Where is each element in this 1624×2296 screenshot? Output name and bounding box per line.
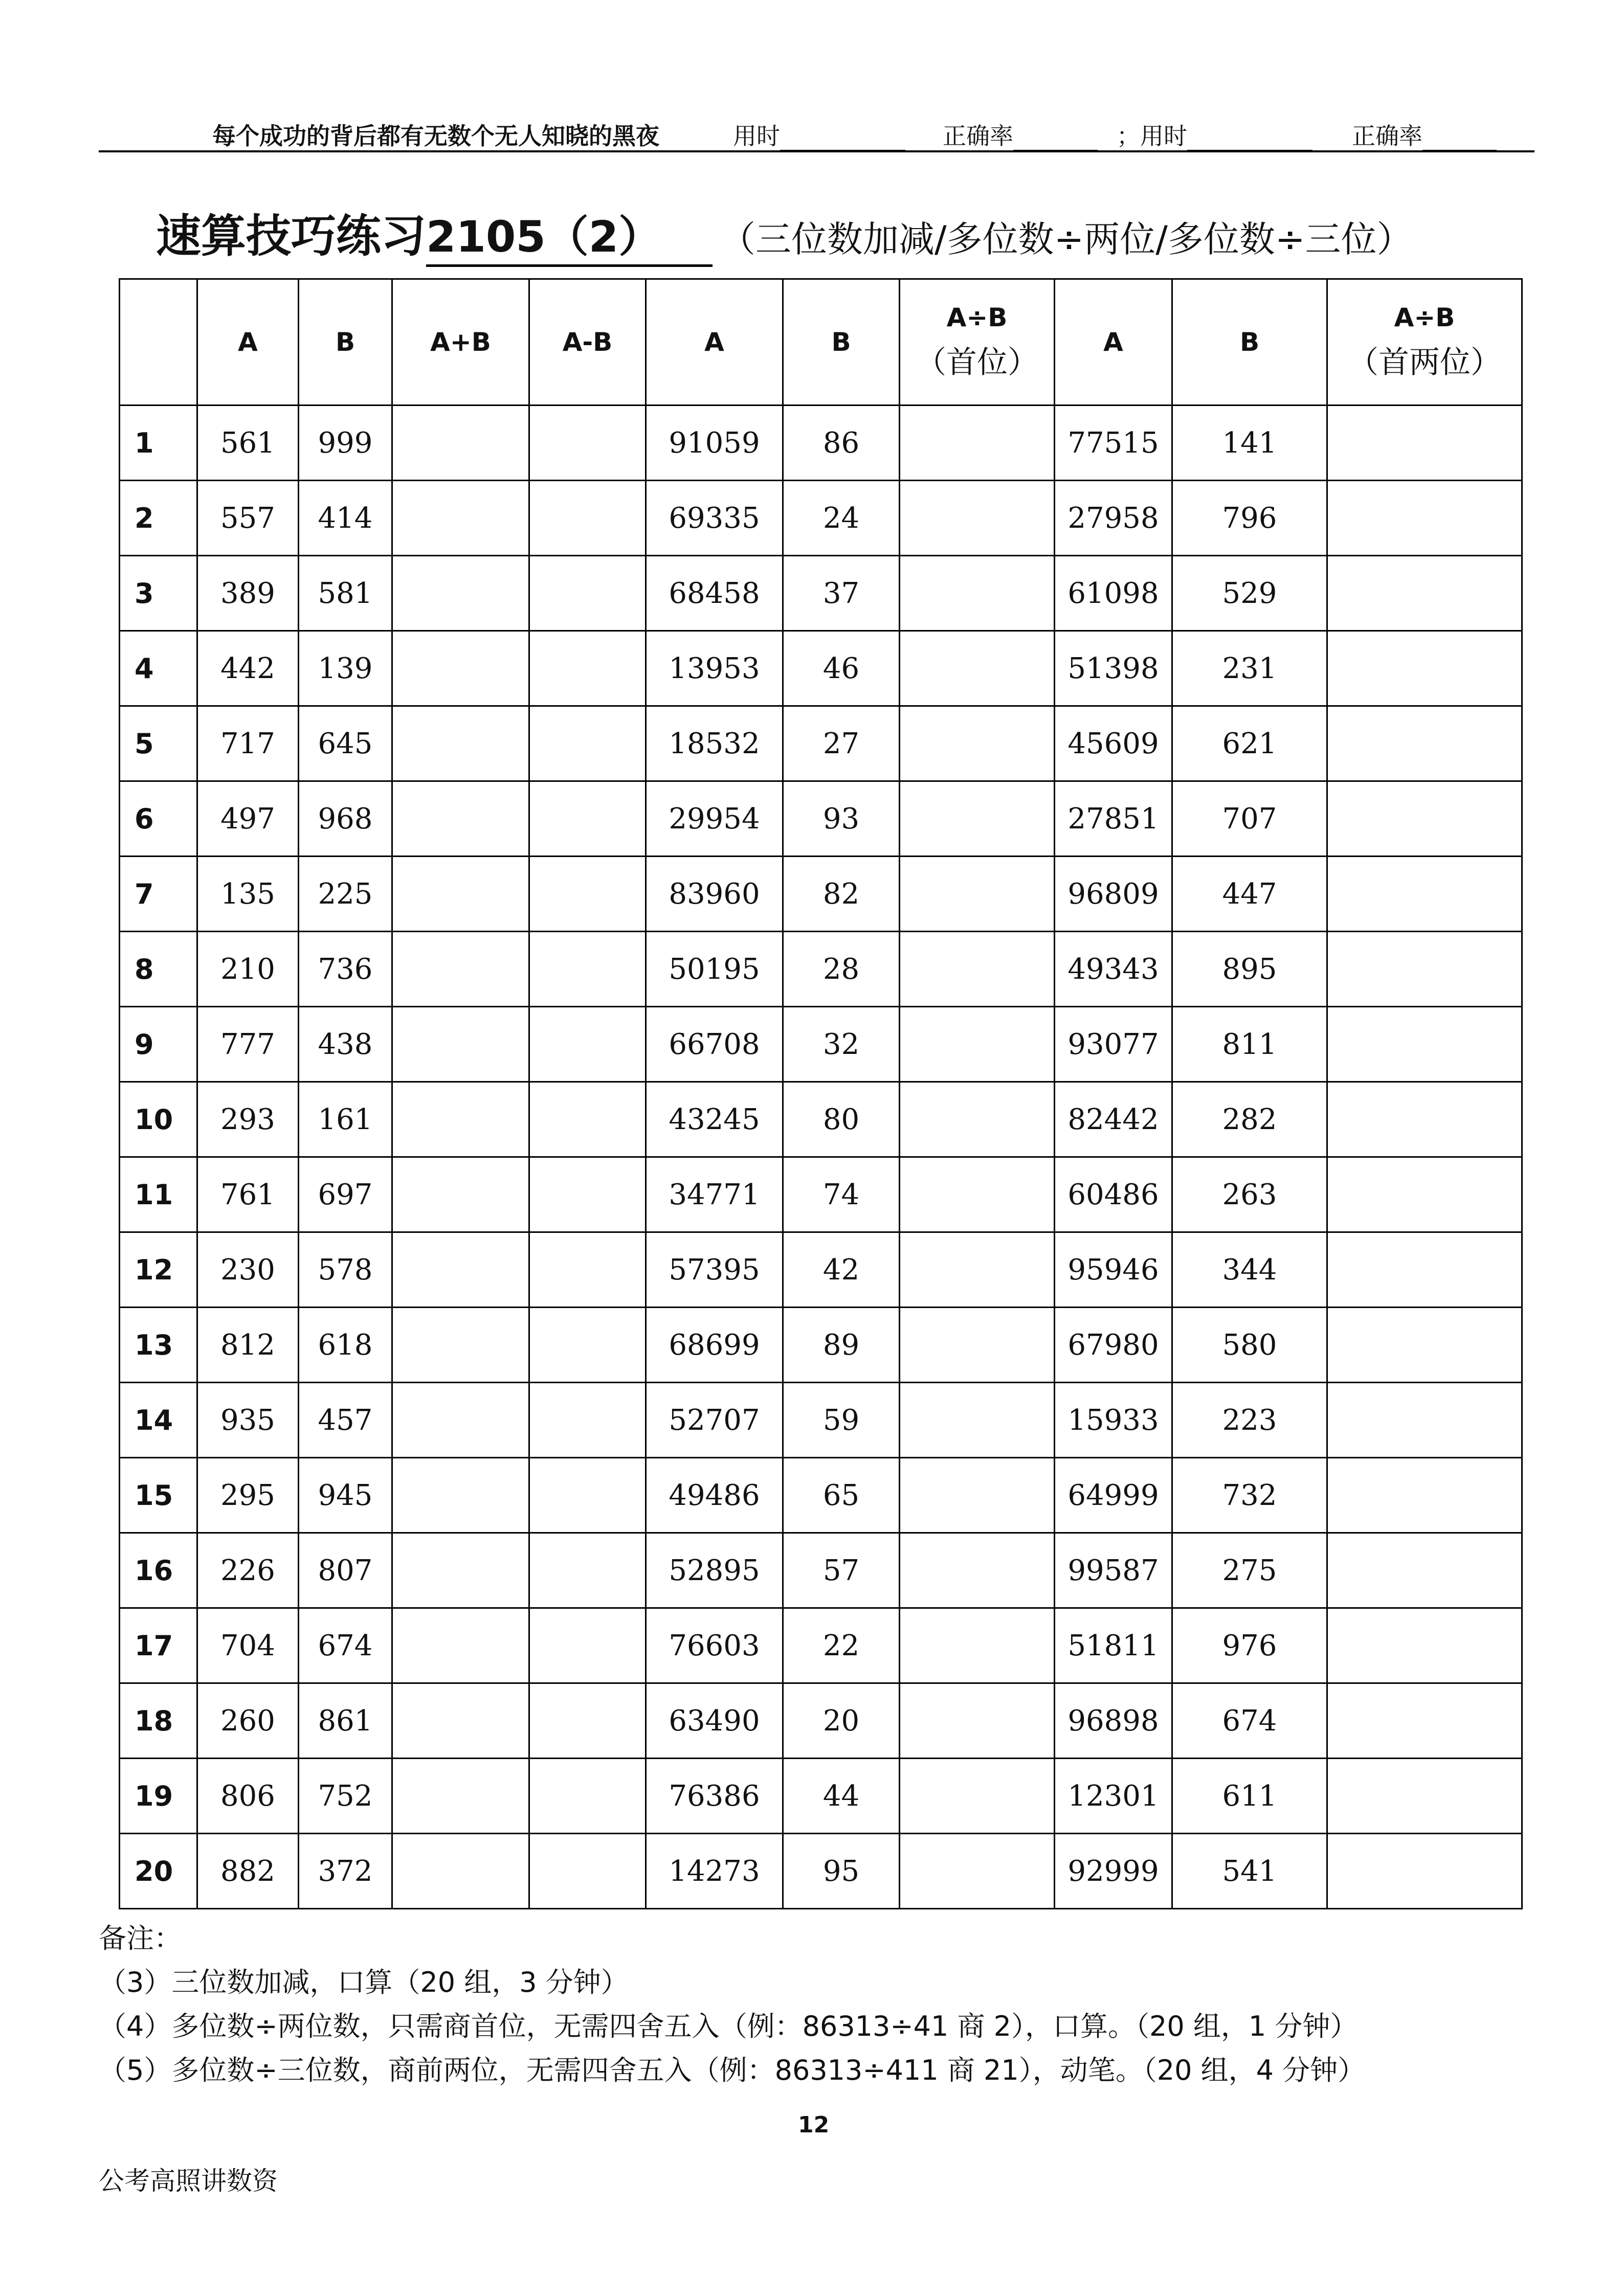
- row-index: 9: [120, 1007, 197, 1082]
- cell-a3: 92999: [1055, 1834, 1172, 1909]
- cell-b1: 752: [299, 1759, 392, 1834]
- header-sum: A+B: [392, 279, 529, 406]
- answer-sum[interactable]: [392, 556, 529, 631]
- answer-diff[interactable]: [529, 932, 646, 1007]
- answer-div-first-two[interactable]: [1327, 781, 1522, 857]
- header-div-first-two: [1327, 279, 1522, 406]
- cell-b2: 95: [783, 1834, 900, 1909]
- cell-a2: 43245: [646, 1082, 783, 1157]
- title-subtitle: （三位数加减/多位数÷两位/多位数÷三位）: [720, 218, 1413, 260]
- cell-b3: 611: [1172, 1759, 1327, 1834]
- cell-a2: 49486: [646, 1458, 783, 1533]
- table-row: [120, 857, 1522, 932]
- cell-a2: 76603: [646, 1608, 783, 1683]
- answer-div-first[interactable]: [900, 1759, 1055, 1834]
- cell-a1: 442: [197, 631, 299, 706]
- cell-a1: 295: [197, 1458, 299, 1533]
- cell-a3: 82442: [1055, 1082, 1172, 1157]
- cell-b1: 674: [299, 1608, 392, 1683]
- cell-a1: 761: [197, 1157, 299, 1232]
- answer-div-first[interactable]: [900, 631, 1055, 706]
- cell-b1: 581: [299, 556, 392, 631]
- cell-b3: 674: [1172, 1683, 1327, 1759]
- answer-diff[interactable]: [529, 706, 646, 781]
- answer-div-first[interactable]: [900, 1383, 1055, 1458]
- answer-sum[interactable]: [392, 1834, 529, 1909]
- answer-div-first-two[interactable]: [1327, 1458, 1522, 1533]
- cell-b1: 645: [299, 706, 392, 781]
- answer-sum[interactable]: [392, 932, 529, 1007]
- title-main: 速算技巧练习: [156, 210, 427, 262]
- answer-div-first[interactable]: [900, 1608, 1055, 1683]
- answer-div-first[interactable]: [900, 1082, 1055, 1157]
- cell-b3: 707: [1172, 781, 1327, 857]
- answer-sum[interactable]: [392, 706, 529, 781]
- cell-a1: 497: [197, 781, 299, 857]
- answer-div-first[interactable]: [900, 1834, 1055, 1909]
- accuracy-field-2: [1352, 118, 1497, 151]
- title-code: 2105（2）: [426, 202, 713, 267]
- answer-div-first[interactable]: [900, 781, 1055, 857]
- row-index: 8: [120, 932, 197, 1007]
- header-a1: A: [197, 279, 299, 406]
- answer-diff[interactable]: [529, 1082, 646, 1157]
- cell-b2: 74: [783, 1157, 900, 1232]
- table-body: [120, 406, 1522, 1909]
- answer-sum[interactable]: [392, 1082, 529, 1157]
- exercise-table: [119, 278, 1523, 1909]
- cell-b3: 231: [1172, 631, 1327, 706]
- header-div-first-two-note: （首两位）: [1348, 345, 1501, 380]
- table-row: [120, 1232, 1522, 1308]
- accuracy-label: 正确率: [943, 122, 1013, 150]
- time-label: 用时: [733, 122, 780, 150]
- accuracy-blank[interactable]: [1013, 127, 1098, 151]
- cell-b1: 697: [299, 1157, 392, 1232]
- cell-b2: 93: [783, 781, 900, 857]
- cell-b3: 732: [1172, 1458, 1327, 1533]
- row-index: 20: [120, 1834, 197, 1909]
- answer-diff[interactable]: [529, 1834, 646, 1909]
- answer-div-first-two[interactable]: [1327, 1834, 1522, 1909]
- table-row: [120, 706, 1522, 781]
- answer-div-first-two[interactable]: [1327, 1383, 1522, 1458]
- cell-b3: 621: [1172, 706, 1327, 781]
- cell-a1: 557: [197, 481, 299, 556]
- cell-a3: 96809: [1055, 857, 1172, 932]
- notes-section: [99, 1917, 1365, 2092]
- answer-div-first-two[interactable]: [1327, 1232, 1522, 1308]
- time-blank[interactable]: [780, 127, 905, 151]
- cell-b3: 344: [1172, 1232, 1327, 1308]
- cell-b2: 22: [783, 1608, 900, 1683]
- header-div-first-label: A÷B: [946, 303, 1008, 332]
- cell-b2: 59: [783, 1383, 900, 1458]
- cell-a1: 717: [197, 706, 299, 781]
- cell-a2: 57395: [646, 1232, 783, 1308]
- cell-b2: 89: [783, 1308, 900, 1383]
- row-index: 3: [120, 556, 197, 631]
- answer-sum[interactable]: [392, 481, 529, 556]
- row-index: 6: [120, 781, 197, 857]
- answer-diff[interactable]: [529, 1759, 646, 1834]
- cell-b1: 225: [299, 857, 392, 932]
- answer-sum[interactable]: [392, 1533, 529, 1608]
- cell-a3: 96898: [1055, 1683, 1172, 1759]
- cell-b1: 736: [299, 932, 392, 1007]
- answer-diff[interactable]: [529, 1608, 646, 1683]
- cell-b2: 46: [783, 631, 900, 706]
- answer-sum[interactable]: [392, 1608, 529, 1683]
- cell-a3: 64999: [1055, 1458, 1172, 1533]
- cell-b2: 42: [783, 1232, 900, 1308]
- answer-div-first-two[interactable]: [1327, 556, 1522, 631]
- cell-a2: 18532: [646, 706, 783, 781]
- page-number: 12: [798, 2112, 830, 2138]
- cell-b3: 447: [1172, 857, 1327, 932]
- cell-b2: 37: [783, 556, 900, 631]
- answer-diff[interactable]: [529, 481, 646, 556]
- cell-a2: 52895: [646, 1533, 783, 1608]
- row-index: 7: [120, 857, 197, 932]
- cell-a1: 135: [197, 857, 299, 932]
- page-title: [156, 200, 1413, 262]
- cell-a1: 704: [197, 1608, 299, 1683]
- answer-sum[interactable]: [392, 1308, 529, 1383]
- cell-a3: 51398: [1055, 631, 1172, 706]
- cell-b3: 796: [1172, 481, 1327, 556]
- table-row: [120, 1683, 1522, 1759]
- answer-div-first-two[interactable]: [1327, 631, 1522, 706]
- footer-text: 公考高照讲数资: [99, 2166, 278, 2196]
- row-index: 11: [120, 1157, 197, 1232]
- cell-b3: 580: [1172, 1308, 1327, 1383]
- table-row: [120, 406, 1522, 481]
- header-b2: B: [783, 279, 900, 406]
- answer-sum[interactable]: [392, 631, 529, 706]
- table-row: [120, 1308, 1522, 1383]
- answer-div-first-two[interactable]: [1327, 1759, 1522, 1834]
- cell-b3: 141: [1172, 406, 1327, 481]
- table-row: [120, 1383, 1522, 1458]
- answer-div-first-two[interactable]: [1327, 1007, 1522, 1082]
- cell-b1: 945: [299, 1458, 392, 1533]
- cell-b1: 139: [299, 631, 392, 706]
- answer-div-first[interactable]: [900, 1533, 1055, 1608]
- cell-a2: 63490: [646, 1683, 783, 1759]
- answer-diff[interactable]: [529, 1232, 646, 1308]
- answer-diff[interactable]: [529, 1308, 646, 1383]
- cell-a1: 561: [197, 406, 299, 481]
- answer-diff[interactable]: [529, 1383, 646, 1458]
- header-a3: A: [1055, 279, 1172, 406]
- row-index: 16: [120, 1533, 197, 1608]
- cell-a2: 14273: [646, 1834, 783, 1909]
- answer-div-first-two[interactable]: [1327, 706, 1522, 781]
- answer-diff[interactable]: [529, 631, 646, 706]
- cell-a3: 67980: [1055, 1308, 1172, 1383]
- header-a2: A: [646, 279, 783, 406]
- note-item: （4）多位数÷两位数，只需商首位，无需四舍五入（例：86313÷41 商 2），口算。（20 组，1 分钟）: [99, 2010, 1358, 2042]
- cell-b3: 263: [1172, 1157, 1327, 1232]
- answer-sum[interactable]: [392, 1683, 529, 1759]
- answer-sum[interactable]: [392, 1232, 529, 1308]
- cell-a1: 882: [197, 1834, 299, 1909]
- cell-a3: 99587: [1055, 1533, 1172, 1608]
- page-header: [99, 114, 1534, 152]
- row-index: 18: [120, 1683, 197, 1759]
- table-row: [120, 1458, 1522, 1533]
- cell-a3: 93077: [1055, 1007, 1172, 1082]
- cell-a1: 935: [197, 1383, 299, 1458]
- time-blank-2[interactable]: [1187, 127, 1312, 151]
- cell-b1: 438: [299, 1007, 392, 1082]
- answer-sum[interactable]: [392, 1458, 529, 1533]
- answer-div-first[interactable]: [900, 932, 1055, 1007]
- cell-b2: 32: [783, 1007, 900, 1082]
- accuracy-blank-2[interactable]: [1422, 127, 1497, 151]
- note-item: （3）三位数加减，口算（20 组，3 分钟）: [99, 1966, 629, 1998]
- cell-b1: 618: [299, 1308, 392, 1383]
- cell-a2: 69335: [646, 481, 783, 556]
- table-row: [120, 481, 1522, 556]
- answer-div-first[interactable]: [900, 857, 1055, 932]
- cell-b3: 275: [1172, 1533, 1327, 1608]
- answer-diff[interactable]: [529, 1458, 646, 1533]
- answer-div-first[interactable]: [900, 706, 1055, 781]
- header-div-first: [900, 279, 1055, 406]
- cell-a1: 806: [197, 1759, 299, 1834]
- cell-b1: 861: [299, 1683, 392, 1759]
- row-index: 19: [120, 1759, 197, 1834]
- cell-a2: 52707: [646, 1383, 783, 1458]
- cell-a1: 260: [197, 1683, 299, 1759]
- cell-a3: 12301: [1055, 1759, 1172, 1834]
- cell-a2: 68458: [646, 556, 783, 631]
- cell-b3: 976: [1172, 1608, 1327, 1683]
- answer-div-first-two[interactable]: [1327, 1533, 1522, 1608]
- cell-b1: 578: [299, 1232, 392, 1308]
- row-index: 4: [120, 631, 197, 706]
- row-index: 14: [120, 1383, 197, 1458]
- cell-b1: 807: [299, 1533, 392, 1608]
- answer-div-first[interactable]: [900, 1007, 1055, 1082]
- cell-a3: 15933: [1055, 1383, 1172, 1458]
- cell-a1: 389: [197, 556, 299, 631]
- row-index: 12: [120, 1232, 197, 1308]
- row-index: 13: [120, 1308, 197, 1383]
- answer-diff[interactable]: [529, 1533, 646, 1608]
- cell-b3: 541: [1172, 1834, 1327, 1909]
- cell-a3: 61098: [1055, 556, 1172, 631]
- cell-a3: 27958: [1055, 481, 1172, 556]
- row-index: 17: [120, 1608, 197, 1683]
- answer-div-first-two[interactable]: [1327, 1683, 1522, 1759]
- table-row: [120, 932, 1522, 1007]
- cell-b2: 24: [783, 481, 900, 556]
- row-index: 10: [120, 1082, 197, 1157]
- table-row: [120, 631, 1522, 706]
- header-index: [120, 279, 197, 406]
- cell-b3: 282: [1172, 1082, 1327, 1157]
- time-field: [733, 118, 905, 151]
- answer-sum[interactable]: [392, 406, 529, 481]
- cell-a2: 34771: [646, 1157, 783, 1232]
- answer-div-first-two[interactable]: [1327, 1082, 1522, 1157]
- accuracy-label-2: 正确率: [1352, 122, 1422, 150]
- cell-b3: 223: [1172, 1383, 1327, 1458]
- cell-a2: 50195: [646, 932, 783, 1007]
- row-index: 15: [120, 1458, 197, 1533]
- time-label-2: ；用时: [1117, 122, 1187, 150]
- cell-b2: 27: [783, 706, 900, 781]
- cell-a2: 66708: [646, 1007, 783, 1082]
- table-row: [120, 1082, 1522, 1157]
- answer-div-first-two[interactable]: [1327, 1608, 1522, 1683]
- cell-b1: 968: [299, 781, 392, 857]
- cell-a3: 95946: [1055, 1232, 1172, 1308]
- header-b1: B: [299, 279, 392, 406]
- table-row: [120, 556, 1522, 631]
- cell-a3: 49343: [1055, 932, 1172, 1007]
- cell-b2: 44: [783, 1759, 900, 1834]
- cell-b2: 28: [783, 932, 900, 1007]
- header-div-first-two-label: A÷B: [1394, 303, 1455, 332]
- cell-a3: 60486: [1055, 1157, 1172, 1232]
- cell-a2: 76386: [646, 1759, 783, 1834]
- answer-sum[interactable]: [392, 1383, 529, 1458]
- table-header-row: [120, 279, 1522, 406]
- cell-a1: 812: [197, 1308, 299, 1383]
- cell-a2: 68699: [646, 1308, 783, 1383]
- answer-div-first-two[interactable]: [1327, 932, 1522, 1007]
- answer-div-first-two[interactable]: [1327, 857, 1522, 932]
- cell-a2: 83960: [646, 857, 783, 932]
- cell-a1: 210: [197, 932, 299, 1007]
- cell-b3: 811: [1172, 1007, 1327, 1082]
- cell-b2: 57: [783, 1533, 900, 1608]
- answer-div-first[interactable]: [900, 406, 1055, 481]
- cell-b2: 20: [783, 1683, 900, 1759]
- answer-div-first[interactable]: [900, 1157, 1055, 1232]
- cell-a3: 51811: [1055, 1608, 1172, 1683]
- header-div-first-note: （首位）: [916, 345, 1038, 380]
- answer-div-first[interactable]: [900, 556, 1055, 631]
- notes-heading: 备注：: [99, 1922, 182, 1954]
- cell-b1: 414: [299, 481, 392, 556]
- row-index: 1: [120, 406, 197, 481]
- cell-b3: 895: [1172, 932, 1327, 1007]
- table-row: [120, 1007, 1522, 1082]
- cell-a1: 230: [197, 1232, 299, 1308]
- answer-sum[interactable]: [392, 1007, 529, 1082]
- answer-div-first-two[interactable]: [1327, 1157, 1522, 1232]
- accuracy-field: [943, 118, 1098, 151]
- cell-b3: 529: [1172, 556, 1327, 631]
- cell-a2: 13953: [646, 631, 783, 706]
- cell-b2: 86: [783, 406, 900, 481]
- header-b3: B: [1172, 279, 1327, 406]
- answer-div-first[interactable]: [900, 1308, 1055, 1383]
- answer-diff[interactable]: [529, 1683, 646, 1759]
- cell-a1: 226: [197, 1533, 299, 1608]
- cell-a3: 45609: [1055, 706, 1172, 781]
- table-row: [120, 781, 1522, 857]
- row-index: 5: [120, 706, 197, 781]
- answer-div-first[interactable]: [900, 1458, 1055, 1533]
- answer-sum[interactable]: [392, 857, 529, 932]
- answer-diff[interactable]: [529, 857, 646, 932]
- answer-div-first[interactable]: [900, 1232, 1055, 1308]
- answer-div-first-two[interactable]: [1327, 1308, 1522, 1383]
- answer-diff[interactable]: [529, 406, 646, 481]
- cell-a3: 77515: [1055, 406, 1172, 481]
- cell-a1: 293: [197, 1082, 299, 1157]
- cell-b1: 161: [299, 1082, 392, 1157]
- answer-div-first[interactable]: [900, 481, 1055, 556]
- answer-diff[interactable]: [529, 1157, 646, 1232]
- answer-sum[interactable]: [392, 781, 529, 857]
- answer-div-first-two[interactable]: [1327, 481, 1522, 556]
- table-row: [120, 1533, 1522, 1608]
- header-motto: 每个成功的背后都有无数个无人知晓的黑夜: [212, 122, 659, 150]
- cell-a1: 777: [197, 1007, 299, 1082]
- cell-b1: 372: [299, 1834, 392, 1909]
- table-row: [120, 1834, 1522, 1909]
- table-row: [120, 1608, 1522, 1683]
- cell-a2: 29954: [646, 781, 783, 857]
- row-index: 2: [120, 481, 197, 556]
- header-diff: A-B: [529, 279, 646, 406]
- answer-sum[interactable]: [392, 1157, 529, 1232]
- answer-div-first-two[interactable]: [1327, 406, 1522, 481]
- cell-b1: 457: [299, 1383, 392, 1458]
- cell-a3: 27851: [1055, 781, 1172, 857]
- note-item: （5）多位数÷三位数，商前两位，无需四舍五入（例：86313÷411 商 21），动笔。（20 组，4 分钟）: [99, 2054, 1366, 2086]
- table-row: [120, 1157, 1522, 1232]
- answer-sum[interactable]: [392, 1759, 529, 1834]
- cell-b1: 999: [299, 406, 392, 481]
- answer-diff[interactable]: [529, 1007, 646, 1082]
- cell-b2: 82: [783, 857, 900, 932]
- cell-b2: 80: [783, 1082, 900, 1157]
- time-field-2: [1117, 118, 1312, 151]
- answer-div-first[interactable]: [900, 1683, 1055, 1759]
- table-row: [120, 1759, 1522, 1834]
- answer-diff[interactable]: [529, 556, 646, 631]
- cell-a2: 91059: [646, 406, 783, 481]
- answer-diff[interactable]: [529, 781, 646, 857]
- cell-b2: 65: [783, 1458, 900, 1533]
